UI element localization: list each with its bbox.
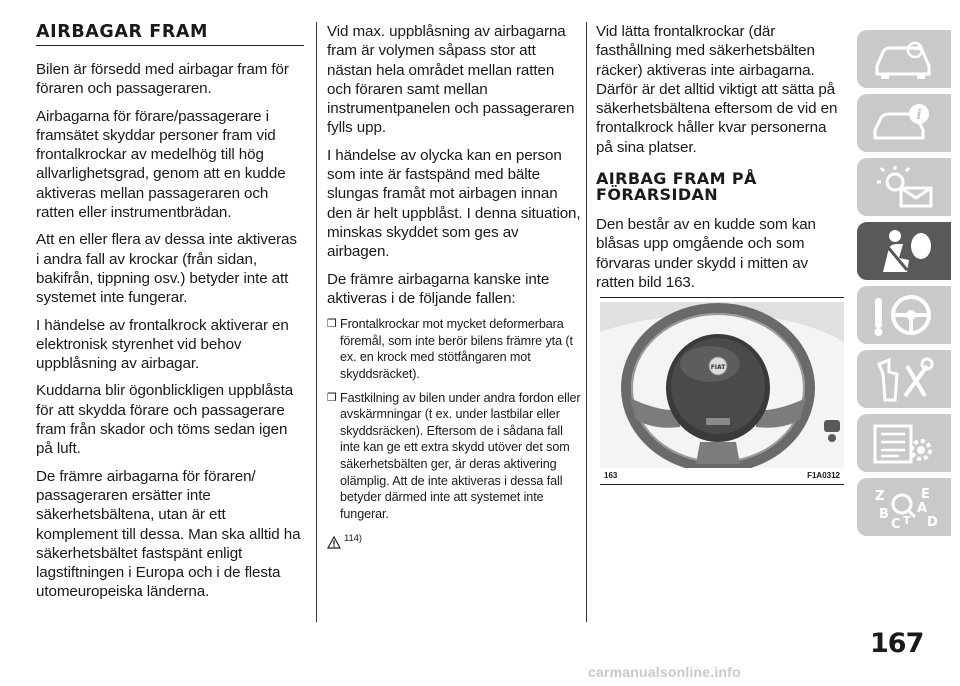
list-item (327, 316, 582, 382)
paragraph: Att en eller flera av dessa inte aktiveras i andra fall av krockar (från sidan, bakifrån, tippning osv.) betyder inte att systemet inte fungerar. (36, 231, 297, 307)
checkbox-bullet-icon: ❒ (327, 391, 337, 404)
column-3 (596, 22, 844, 300)
airbag-seatbelt-icon (869, 228, 939, 274)
list-item-text: Fastkilning av bilen under andra fordon eller avskärmningar (t ex. under lastbilar eller skyddsräcken). Eftersom de i sådana fall inte kan ge ett extra skydd utöver det som säkerhetsbälten ger, är deras aktivering olämplig. Att de inte aktiveras i dessa fall betyder därmed inte att systemet inte fungerar. (340, 390, 581, 521)
tab-emergency[interactable] (857, 350, 951, 408)
warning-triangle-icon (327, 536, 341, 549)
bullet-list (327, 316, 582, 522)
page-number: 167 (870, 628, 924, 659)
warning-reference-number: 114) (344, 533, 362, 545)
svg-text:A: A (917, 501, 928, 516)
paragraph: Vid max. uppblåsning av airbagarna fram är volymen såpass stor att nästan hela området mellan ratten och föraren samt mellan instrumentpanelen och passageraren fylls upp. (327, 23, 575, 137)
column-1 (36, 22, 304, 610)
chapter-tabs (857, 30, 951, 542)
subsection-heading: AIRBAG FRAM PÅ FÖRARSIDAN (596, 169, 757, 205)
paragraph: Airbagarna för förare/passagerare i framsätet skyddar personer fram vid frontalkrockar av medelhög till hög allvarlighetsgrad, genom att en kudde aktiveras mellan passageraren och ratten eller instrumentbrädan. (36, 107, 286, 222)
brand-badge-text: FIAT (710, 364, 726, 371)
svg-text:Z: Z (875, 489, 885, 504)
column-divider (316, 22, 317, 622)
svg-text:E: E (921, 487, 930, 502)
paragraph: Vid lätta frontalkrockar (där fasthållning med säkerhetsbälten räcker) aktiveras inte airbagarna. Därför är det alltid viktigt att sätta på säkerhetsbältena eftersom de vid en frontalkrock håller kvar personerna på sina platser. (596, 23, 838, 156)
section-heading: AIRBAGAR FRAM (36, 22, 304, 46)
column-divider (586, 22, 587, 622)
car-dashboard-icon (869, 36, 939, 82)
warning-light-message-icon (869, 164, 939, 210)
paragraph: I händelse av frontalkrock aktiverar en elektronisk styrenhet vid behov uppblåsning av airbagar. (36, 316, 289, 373)
tab-safety[interactable] (857, 222, 951, 280)
car-info-icon (869, 100, 939, 146)
paragraph: Bilen är försedd med airbagar fram för föraren och passageraren. (36, 61, 289, 98)
paragraph: I händelse av olycka kan en person som inte är fastspänd med bälte slungas framåt mot airbagen innan den är helt uppblåst. I denna situation, minskas skyddet som ges av airbagen. (327, 146, 581, 261)
figure-code: F1A0312 (807, 471, 840, 480)
svg-text:T: T (903, 514, 911, 527)
tab-index[interactable] (857, 478, 951, 536)
paragraph: Den består av en kudde som kan blåsas upp omgående och som förvaras under skydd i mitten av ratten bild 163. (596, 216, 816, 291)
tab-warning-lights[interactable] (857, 158, 951, 216)
paragraph: Kuddarna blir ögonblickligen uppblåsta för att skydda förare och passagerare fram från skador och töms sedan igen på luft. (36, 382, 294, 458)
figure-number: 163 (604, 471, 618, 480)
checkbox-bullet-icon: ❒ (327, 318, 337, 331)
steering-wheel-icon (869, 292, 939, 338)
specifications-gear-icon (869, 420, 939, 466)
tab-dashboard[interactable] (857, 30, 951, 88)
warning-reference (327, 529, 582, 548)
alphabetical-index-icon (869, 484, 939, 530)
tools-icon (869, 356, 939, 402)
svg-text:B: B (879, 507, 889, 522)
column-2 (327, 22, 582, 549)
figure-steering-wheel (600, 297, 844, 485)
svg-text:i: i (916, 107, 922, 123)
svg-text:C: C (891, 517, 901, 530)
svg-text:D: D (927, 515, 938, 530)
paragraph: De främre airbagarna kanske inte aktiveras i de följande fallen: (327, 270, 550, 307)
list-item (327, 390, 582, 523)
tab-car-info[interactable] (857, 94, 951, 152)
paragraph: De främre airbagarna för föraren/ passageraren ersätter inte säkerhetsbältena, utan är ett komplement till dessa. Man ska alltid ha säkerhetsbältet fastspänt enligt lagstiftningen i Europa och i de flesta utomeuropeiska länderna. (36, 467, 301, 601)
list-item-text: Frontalkrockar mot mycket deformerbara föremål, som inte berör bilens främre yta (t ex. en krock med stötfångaren mot skyddsräcket). (340, 317, 573, 381)
tab-driving[interactable] (857, 286, 951, 344)
watermark: carmanualsonline.info (588, 664, 741, 680)
tab-technical-data[interactable] (857, 414, 951, 472)
steering-wheel-airbag-illustration (600, 302, 844, 468)
